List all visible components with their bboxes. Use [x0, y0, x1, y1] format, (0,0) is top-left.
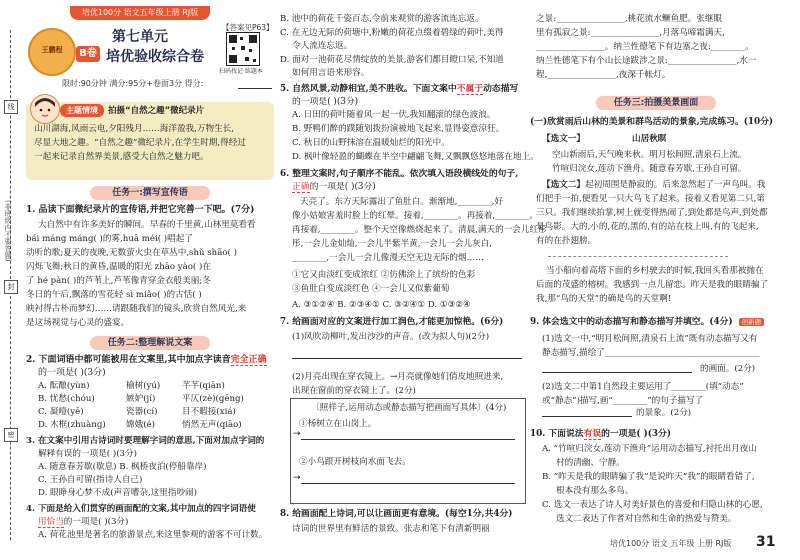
q10-option-b-2: 根本没有那么多鸟。 [556, 486, 634, 496]
q9-title: 9. 体会选文中的动态描写和静态描写并填空。(4分) 创新题 [530, 316, 764, 328]
q7-sub1-answer-line[interactable] [292, 358, 522, 359]
q10-title: 10. 下面说法有误的一项是( )(3分) [530, 429, 671, 439]
intro-text-2: 尽显大地之趣。“自然之趣”微纪录片,在学生时期,得经过 [34, 138, 246, 148]
q9-answer-blank-2[interactable] [542, 416, 632, 417]
q1-title: 1. 品读下面微纪录片的宣传语,并把它完善一下吧。(7分) [26, 205, 255, 215]
mascot-avatar [28, 28, 76, 76]
q2-title: 2. 下面词语中都可能被用在文案里,其中加点字读音完全正确 [26, 355, 267, 365]
q10-option-a-2: 村的清幽、宁静。 [556, 458, 625, 468]
q9-answer-blank[interactable] [542, 372, 692, 373]
q6-passage-4: ________,一会儿一会儿像漫天空无边无际的烟…… [292, 253, 484, 263]
q7-sub1: (1)风吹动柳叶,发出沙沙的声音。(改为拟人句)(2分) [292, 332, 490, 342]
q8-right-0: 之景:________________,桃花流水鳜鱼肥。张继眼 [536, 14, 723, 24]
q2-option-c[interactable]: C. 凝噎(yē) 瓷器(cí) 目不暇接(xiá) [38, 407, 236, 417]
q1-passage-1: bái máng máng( )的雾,huā méi( )唱起了 [26, 234, 193, 244]
top-banner: 培优100分 语文五年级上册 RJ版 [70, 6, 210, 20]
page-title: 培优验收综合卷 [106, 49, 204, 65]
q8-right-3: 纳兰性德笔下有个山长途跋涉之景:________________,水一 [536, 56, 757, 66]
task3-banner: 任务三:拍摄美景画面 [596, 96, 716, 110]
left-binding-margin [0, 0, 20, 560]
intro-theme: 拍摄“自然之趣”微纪录片 [108, 106, 205, 116]
qr-caption: 扫码找记·练题本 [219, 68, 263, 75]
q8-right-1: 里有孤寂之景:________________,月落乌啼霜满天, [536, 28, 725, 38]
q8-line2: 诗词的世界里有鲜活的景致。张志和笔下有清新明丽 [292, 524, 490, 534]
sel1-label: 【选文一】 [542, 134, 585, 144]
q1-passage-6: 映衬得古朴而梦幻……请跟随我们的镜头,欣赏自然风光,来 [26, 304, 247, 314]
intro-text-3: 一起来记录自然界美景,感受大自然之魅力吧。 [34, 152, 209, 162]
innovation-badge: 创新题 [739, 318, 765, 326]
qr-code [226, 32, 260, 66]
q7-title: 7. 给画面对应的文案进行加工润色,才能更加惊艳。(6分) [280, 317, 504, 327]
q9-line-5[interactable]: 或“静态”)描写,画“________”的句子描写了 [542, 396, 704, 406]
q4-option-a[interactable]: A. 荷花池里是著名的旅游景点,来这里参观的游客不可计数。 [38, 530, 268, 540]
q2-title-2: 的一项是( )(3分) [38, 368, 106, 378]
q4-option-c[interactable]: C. 在无边无际的荷塘中,粉嫩的荷花点缀着碧绿的荷叶,美得 [280, 28, 504, 38]
margin-mark-line: 线 [4, 100, 18, 114]
q4-option-b[interactable]: B. 池中的荷花千姿百态,令前来观赏的游客流连忘返。 [280, 14, 484, 24]
q2-option-d[interactable]: D. 木框(zhuàng) 嫦娥(é) 悄然无声(qiāo) [38, 420, 242, 430]
theme-intro [26, 102, 274, 180]
qr-code-icon [227, 33, 259, 65]
q6-title: 6. 整理文案时,句子顺序不能乱。依次填入语段横线处的句子, [280, 169, 519, 179]
q10-option-c[interactable]: C. 选文一表达了诗人对美好景色的喜爱和归隐山林的心愿, [542, 500, 763, 510]
q4-option-d-2: 如何用言语来形容。 [292, 68, 370, 78]
q1-passage-3: 闪烁飞舞;秋日的黄昏,温暖的阳光 zhāo yào( )在 [26, 262, 211, 272]
intro-text-1: 山川湖海,风雨云电,夕阳残月……海洋盈我,万物生长, [34, 124, 234, 134]
q2-option-a[interactable]: A. 酝酿(yùn) 榆树(yú) 芊芊(qiān) [38, 381, 225, 391]
q10-option-b[interactable]: B. “昨天是我的眼睛骗了我”是说昨天“我”的眼睛看错了, [542, 472, 755, 482]
q7-example-box [290, 398, 526, 504]
q4-option-c-2: 令人流连忘返。 [292, 41, 353, 51]
q9-line-1: (1)选文一中,“明月松间照,清泉石上流”既有动态描写又有 [542, 334, 758, 344]
intro-label: 主题情境 [60, 104, 104, 117]
q3-title: 3. 在文案中引用古诗词时要理解字词的意思,下面对加点字词的 [26, 436, 265, 446]
q5-option-d[interactable]: D. 枫叶像轻盈的蝴蝶在半空中翩翩飞舞,又飘飘悠悠地落在地上。 [292, 152, 539, 162]
q9-line-4[interactable]: (2)选文二中第1自然段主要运用了________(填“动态” [542, 382, 744, 392]
margin-mark-cover: 封 [4, 280, 18, 294]
sel2-label-line: 【选文二】起初周围是静寂的。后来忽然起了一声鸟叫。我 [542, 180, 766, 190]
margin-mark-seal: 密 [4, 428, 18, 442]
q5-title: 5. 自然风景,动静相宜,美不胜收。下面文案中不属于动态描写 [280, 84, 519, 94]
paper-b-badge: B卷 [76, 46, 100, 62]
sel1-title: 山居秋暝 [632, 134, 667, 144]
q8-right-2: ________________。纳兰性德笔下有边塞之夜:________。 [536, 42, 754, 52]
q4-title: 4. 下面是给入们贯穿的画面配的文案,其中加点的四字词语使 [26, 504, 256, 514]
unit-title: 第七单元 [112, 29, 168, 45]
task1-banner: 任务一:撰写宣传语 [90, 186, 210, 200]
margin-note: (非班级内不要答题) [4, 200, 12, 262]
sel2-line-4: 有的在扑翅膀。 [536, 236, 597, 246]
footer-text: 培优100分 语文 五年级 上册 RJ版 [610, 539, 732, 548]
sel1-line-1: 空山新雨后,天气晚来秋。明月松间照,清泉石上流。 [552, 150, 747, 160]
task2-banner: 任务二:整理解说文案 [90, 336, 210, 350]
arrow-icon: → [293, 429, 301, 439]
q9-line-3: 的画面。(2分) [700, 364, 756, 374]
q6-passage-1: 像小姑娘害羞时脸上的红晕。接着,________。再接着,________。 [292, 211, 539, 221]
q1-passage-5: 冬日的午后,飘落的雪花轻 sì miǎo( )的古恬( ) [26, 290, 202, 300]
sel2-line-2: 三只。我们继续拍掌,树上就变得热闹了,到处都是鸟声,到处都 [536, 208, 768, 218]
q5-option-c[interactable]: C. 秋日的山野抹溶在温暖灿烂的阳光中。 [292, 138, 450, 148]
q3-option-c[interactable]: C. 王孙自可留(指诗人自己) [38, 475, 143, 485]
q1-passage-0: 大自然中有许多美好的瞬间。早春的千里黄,山林里莫看看 [38, 220, 256, 230]
q4-title-2: 用恰当的一项是( )(3分) [38, 517, 129, 527]
reading-intro: (一)欣赏雨后山林的美景和群鸟活动的景象,完成练习。(10分) [530, 117, 774, 127]
q6-options[interactable]: A. ③①②④ B. ②③④① C. ③②④① D. ①③②④ [292, 300, 471, 310]
info-line: 限时:90分钟 满分:95分+卷面3分 得分: [62, 79, 204, 88]
q3-option-ab[interactable]: A. 随意春芳歇(歇息) B. 枫桥夜泊(停船靠岸) [38, 462, 207, 472]
q4-option-d[interactable]: D. 面对一池荷花尽情绽放的美景,游客们都目瞪口呆,不知道 [280, 55, 504, 65]
q1-passage-4: 了 hé pàn( )的芦苇上,芦苇像青穿金衣般美丽;冬 [26, 276, 211, 286]
q10-option-a[interactable]: A. “竹喧归浣女,莲动下渔舟”运用动态描写,衬托出月夜山 [542, 444, 757, 454]
q1-passage-2: 动听的歌;夏天的夜晚,无数萤火虫在草丛中,shǔ shāo( ) [26, 248, 237, 258]
score-blank[interactable] [238, 88, 272, 89]
mascot-label: 王鹏程 [41, 46, 63, 54]
q7-sub2: (2)月亮出现在穿衣镜上。→月亮就像她们俏皮地照进来, [292, 372, 504, 382]
q7-item2: ②小鸟跟开树枝向水面飞去。 [299, 457, 411, 467]
q7-item1-answer[interactable] [301, 439, 515, 440]
sel1-line-2: 竹喧归浣女,莲动下渔舟。随意春芳歇,王孙自可留。 [552, 164, 747, 174]
q6-items-2: ③鱼肚白变成淡红色 ④一会儿又似紫葡萄 [292, 284, 450, 294]
q6-passage-3: 彤,一会儿金灿灿,一会儿半紫半黄,一会儿一会儿灰白, [292, 239, 492, 249]
answer-ref: 【答案见P63】 [222, 23, 274, 32]
q7-note: 〔照样子,运用动态或静态描写把画面写具体〕(4分) [311, 403, 507, 413]
q8-right-4: 程,________________,夜深千帐灯。 [536, 70, 671, 80]
q9-line-2[interactable]: 静态描写,描绘了____________________________________ [542, 348, 760, 358]
footer [600, 534, 800, 552]
q10-option-c-2: 选文二表达了作者对自然和生命的热爱与赞美。 [556, 514, 737, 524]
arrow-icon-2: → [293, 473, 301, 483]
sel2-tail-1: 当小船向着高塔下面的乡村驶去的时候,我回头看那被抛在 [546, 266, 764, 276]
q3-option-d[interactable]: D. 眼睁身心梦不成(声音嘈杂,这里指吵闹) [38, 488, 197, 498]
q9-line-6: 的景象。(2分) [636, 408, 692, 418]
q6-items-1: ①它又由淡红变成浓红 ②仿佛涂上了缤纷的色彩 [292, 270, 476, 280]
header-area [26, 6, 274, 98]
girl-avatar [30, 94, 60, 124]
q5-option-a[interactable]: A. 日田的荷叶随着风一起一伏,我知翻滚的绿色波浪。 [292, 110, 496, 120]
sel2-line-3: 是鸟影。大的,小的,花的,黑的,有的站在枝上叫,有的飞起来, [536, 222, 759, 232]
sel2-tail-3: 我,那“鸟的天堂”的确是鸟的天堂啊! [536, 294, 672, 304]
q6-title-2: 正确的一项是( )(3分) [292, 182, 376, 192]
q2-option-b[interactable]: B. 忧愁(chóu) 嫉妒(jí) 平仄(zè)(gēng) [38, 394, 244, 404]
sel2-tail-2: 后面的茂盛的榕树。我感到一点儿留恋。昨天是我的眼睛骗了 [536, 280, 769, 290]
q3-title-2: 解释有误的一项是( )(3分) [38, 449, 137, 459]
divider-dashes [548, 256, 728, 257]
q5-option-b[interactable]: B. 野鸭们醉的蹼随划拨扮演被地飞起来,显得姿意涼狂。 [292, 124, 505, 134]
q8-title: 8. 给画面配上诗词,可以让画面更有意境。(每空1分,共4分) [280, 509, 513, 519]
q6-passage-2: 再接着,________。整个天空像燃烧起来了。清晨,满天的一会儿红彤 [292, 225, 547, 235]
q5-title-2: 的一项是( )(3分) [292, 97, 359, 107]
page-number: 31 [756, 534, 776, 550]
q7-sub2-2: 出现在窗前的穿衣镜上了。(2分) [292, 386, 416, 396]
sel2-line-1: 们把手一拍,便看见一只大鸟飞了起来。接着又看见第二只,第 [536, 194, 765, 204]
q6-passage-0: 天亮了。东方天际露出了鱼肚白。渐渐地,________,好 [300, 197, 504, 207]
q1-passage-7: 是这场视觉与心灵的盛宴。 [26, 318, 130, 328]
q7-item2-answer[interactable] [301, 483, 515, 484]
q7-item1: ①杨树立在山岗上。 [299, 419, 377, 429]
